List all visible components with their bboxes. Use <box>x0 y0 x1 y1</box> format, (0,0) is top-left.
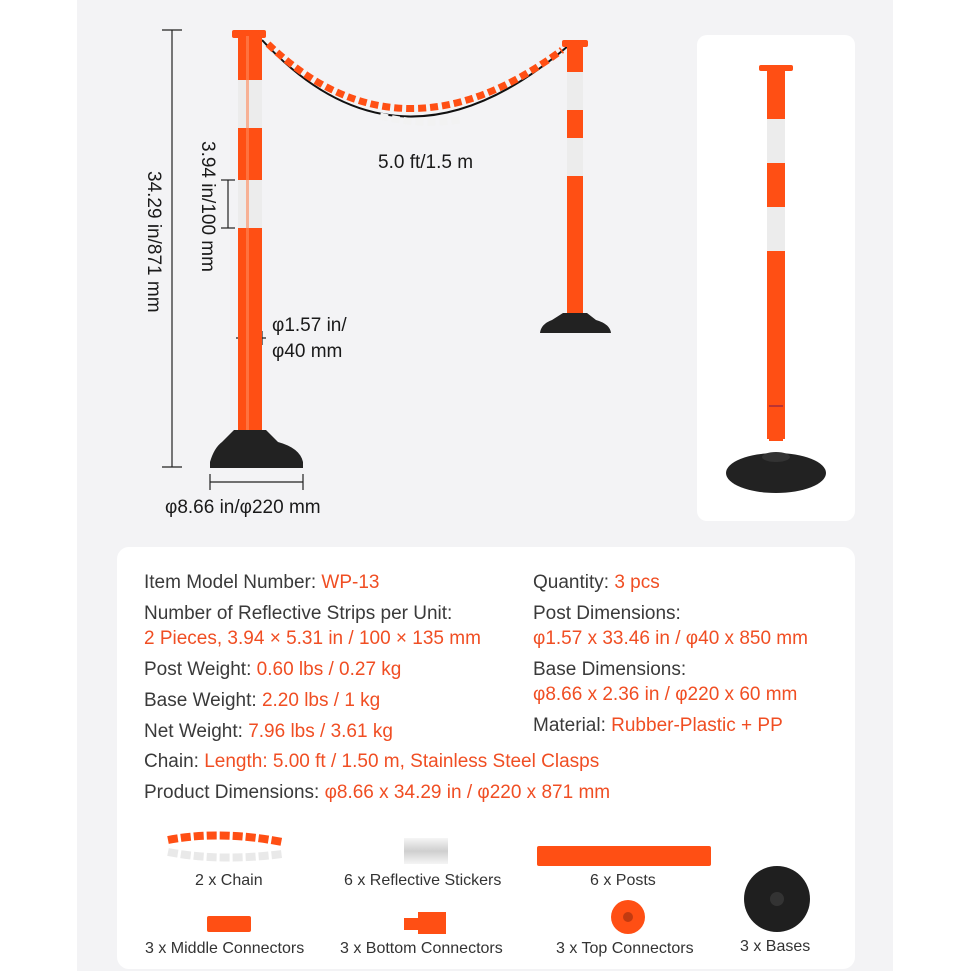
accessory-bases-label: 3 x Bases <box>740 938 811 955</box>
spec-model: Item Model Number: WP-13 <box>144 572 380 593</box>
spec-product-dimensions: Product Dimensions: φ8.66 x 34.29 in / φ220 x 871 mm <box>144 782 611 803</box>
top-connector-icon <box>610 899 646 935</box>
posts-illustration <box>0 0 700 540</box>
spec-strips-value: 2 Pieces, 3.94 × 5.31 in / 100 × 135 mm <box>144 628 481 649</box>
post-diameter-label-2: φ40 mm <box>272 341 343 362</box>
reflective-sticker-icon <box>404 838 448 864</box>
post-icon <box>537 846 711 866</box>
accessory-bottom-label: 3 x Bottom Connectors <box>340 940 503 957</box>
product-side-card <box>697 35 855 521</box>
spec-base-dimensions-label: Base Dimensions: <box>533 659 687 680</box>
base-diameter-label: φ8.66 in/φ220 mm <box>165 497 321 518</box>
accessory-middle-label: 3 x Middle Connectors <box>145 940 305 957</box>
post-diameter-label-1: φ1.57 in/ <box>272 315 347 336</box>
accessory-top-label: 3 x Top Connectors <box>556 940 694 957</box>
accessory-chain-label: 2 x Chain <box>195 872 263 889</box>
spec-post-weight: Post Weight: 0.60 lbs / 0.27 kg <box>144 659 402 680</box>
spec-net-weight: Net Weight: 7.96 lbs / 3.61 kg <box>144 721 393 742</box>
bottom-connector-icon <box>404 910 448 936</box>
accessory-stickers-label: 6 x Reflective Stickers <box>344 872 502 889</box>
chain-icon <box>160 828 290 868</box>
spec-base-dimensions-value: φ8.66 x 2.36 in / φ220 x 60 mm <box>533 684 798 705</box>
spec-chain: Chain: Length: 5.00 ft / 1.50 m, Stainless Steel Clasps <box>144 751 600 772</box>
middle-connector-icon <box>207 916 251 932</box>
base-icon <box>744 866 810 932</box>
spec-strips-label: Number of Reflective Strips per Unit: <box>144 603 453 624</box>
spec-quantity: Quantity: 3 pcs <box>533 572 660 593</box>
spec-post-dimensions-value: φ1.57 x 33.46 in / φ40 x 850 mm <box>533 628 808 649</box>
spec-post-dimensions-label: Post Dimensions: <box>533 603 681 624</box>
single-post-image <box>697 35 855 521</box>
spec-material: Material: Rubber-Plastic + PP <box>533 715 783 736</box>
strip-dimension: 3.94 in/100 mm <box>197 141 218 272</box>
spec-base-weight: Base Weight: 2.20 lbs / 1 kg <box>144 690 381 711</box>
accessory-posts-label: 6 x Posts <box>590 872 656 889</box>
height-dimension: 34.29 in/871 mm <box>143 171 164 313</box>
chain-length-label: 5.0 ft/1.5 m <box>378 152 474 173</box>
